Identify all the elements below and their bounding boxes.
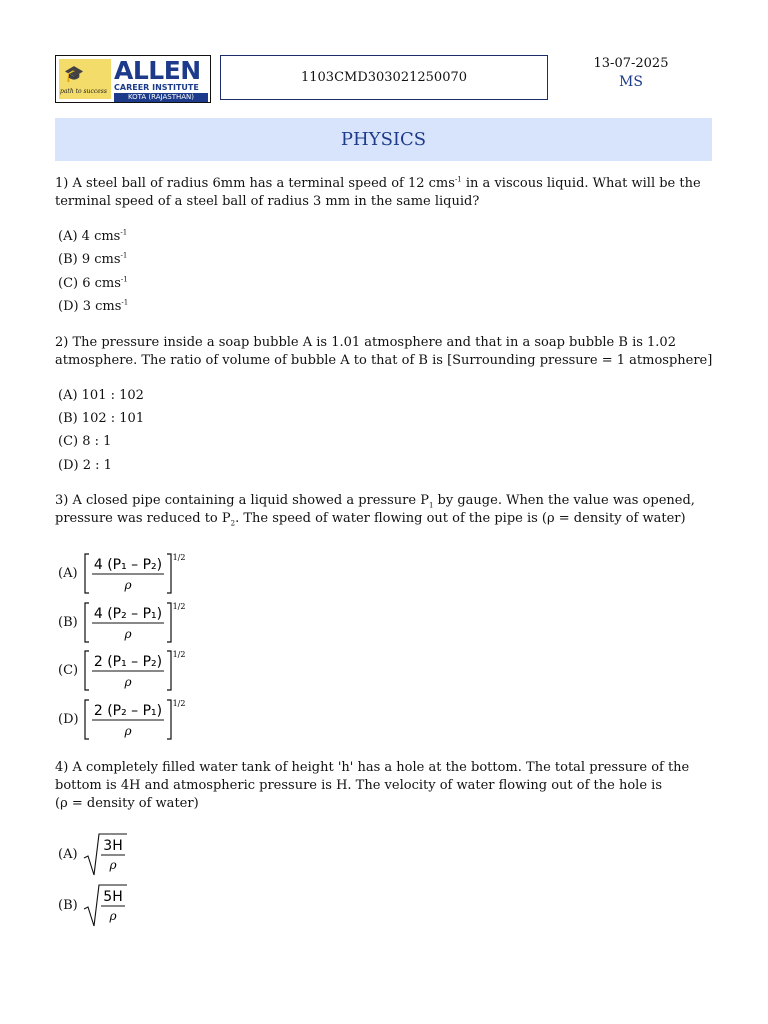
- bracket-fraction-formula: [83, 648, 186, 694]
- paper-code: 1103CMD303021250070: [300, 70, 468, 85]
- option-a[interactable]: [58, 550, 715, 599]
- option-b[interactable]: (B) 9 cms$^{-1}$: [58, 252, 128, 268]
- paper-code-box: [220, 55, 548, 100]
- formula-denominator: ρ: [124, 626, 132, 641]
- option-label: (B): [58, 614, 78, 630]
- option-label: (C): [58, 663, 79, 679]
- formula-exponent: 1/2: [172, 601, 186, 611]
- question-4-density-note: (ρ = density of water): [55, 796, 199, 812]
- formula-numerator: 5H: [103, 888, 123, 905]
- option-label: (A): [58, 846, 78, 862]
- allen-logo: [55, 55, 211, 103]
- option-a[interactable]: [58, 829, 715, 880]
- option-c[interactable]: (C) 6 cms$^{-1}$: [58, 275, 128, 291]
- option-b[interactable]: (B) 102 : 101: [58, 410, 145, 426]
- formula-denominator: ρ: [109, 857, 117, 872]
- formula-numerator: 3H: [103, 837, 123, 854]
- option-c[interactable]: [58, 647, 715, 696]
- logo-tagline: path to success: [60, 88, 107, 95]
- formula-numerator: 4 (P₂ – P₁): [93, 605, 163, 622]
- option-c[interactable]: (C) 8 : 1: [58, 434, 112, 450]
- question-4-options: [58, 829, 715, 931]
- bracket-fraction-formula: [83, 600, 186, 646]
- formula-exponent: 1/2: [172, 553, 186, 563]
- bracket-fraction-formula: [83, 551, 186, 597]
- logo-location: KOTA (RAJASTHAN): [114, 93, 208, 102]
- square-root-formula: [83, 831, 133, 879]
- option-d[interactable]: (D) 2 : 1: [58, 457, 112, 473]
- logo-subtitle: CAREER INSTITUTE: [114, 83, 199, 92]
- formula-numerator: 2 (P₂ – P₁): [93, 702, 163, 719]
- question-3-text: 3) A closed pipe containing a liquid showed a pressure $P_1$ by gauge. When the value was opened, pressure was reduced to $P_2$. The speed of water flowing out of the pipe is (ρ = density of water): [55, 493, 695, 528]
- subject-title: PHYSICS: [340, 129, 427, 150]
- subject-banner: [55, 118, 712, 161]
- formula-denominator: ρ: [124, 578, 132, 593]
- question-4-text: 4) A completely filled water tank of height 'h' has a hole at the bottom. The total pressure of the bottom is 4H and atmospheric pressure is H. The velocity of water flowing out of the hole is (ρ = density of water): [55, 759, 715, 813]
- formula-denominator: ρ: [109, 908, 117, 923]
- exam-date: 13-07-2025: [593, 56, 669, 71]
- option-label: (D): [58, 711, 79, 727]
- logo-brand: ALLEN: [114, 56, 201, 85]
- question-2-text: 2) The pressure inside a soap bubble A is 1.01 atmosphere and that in a soap bubble B is 1.02 atmosphere. The ratio of volume of bubble A to that of B is [Surrounding pressure = 1 atmosphere]: [55, 334, 713, 368]
- formula-numerator: 2 (P₁ – P₂): [93, 654, 163, 671]
- option-d[interactable]: (D) 3 cms$^{-1}$: [58, 298, 129, 315]
- formula-numerator: 4 (P₁ – P₂): [93, 557, 163, 574]
- option-a[interactable]: (A) 4 cms$^{-1}$: [58, 228, 128, 244]
- question-2-options: [58, 384, 715, 478]
- question-1-text: 1) A steel ball of radius 6mm has a terminal speed of 12 cms$^{-1}$ in a viscous liquid. What will be the terminal speed of a steel ball of radius 3 mm in the same liquid?: [55, 175, 701, 209]
- graduation-cap-icon: 🎓: [64, 64, 84, 83]
- option-label: (A): [58, 566, 78, 582]
- formula-denominator: ρ: [124, 723, 132, 738]
- formula-exponent: 1/2: [172, 650, 186, 660]
- stream-label: MS: [619, 74, 643, 90]
- option-a[interactable]: (A) 101 : 102: [58, 387, 144, 403]
- square-root-formula: [83, 882, 133, 930]
- question-list: [55, 175, 715, 946]
- question-1-options: [58, 225, 715, 319]
- bracket-fraction-formula: [83, 697, 186, 743]
- formula-exponent: 1/2: [172, 698, 186, 708]
- option-d[interactable]: [58, 696, 715, 745]
- option-label: (B): [58, 897, 78, 913]
- question-3-options: [58, 550, 715, 744]
- option-b[interactable]: [58, 599, 715, 648]
- formula-denominator: ρ: [124, 675, 132, 690]
- option-b[interactable]: [58, 880, 715, 931]
